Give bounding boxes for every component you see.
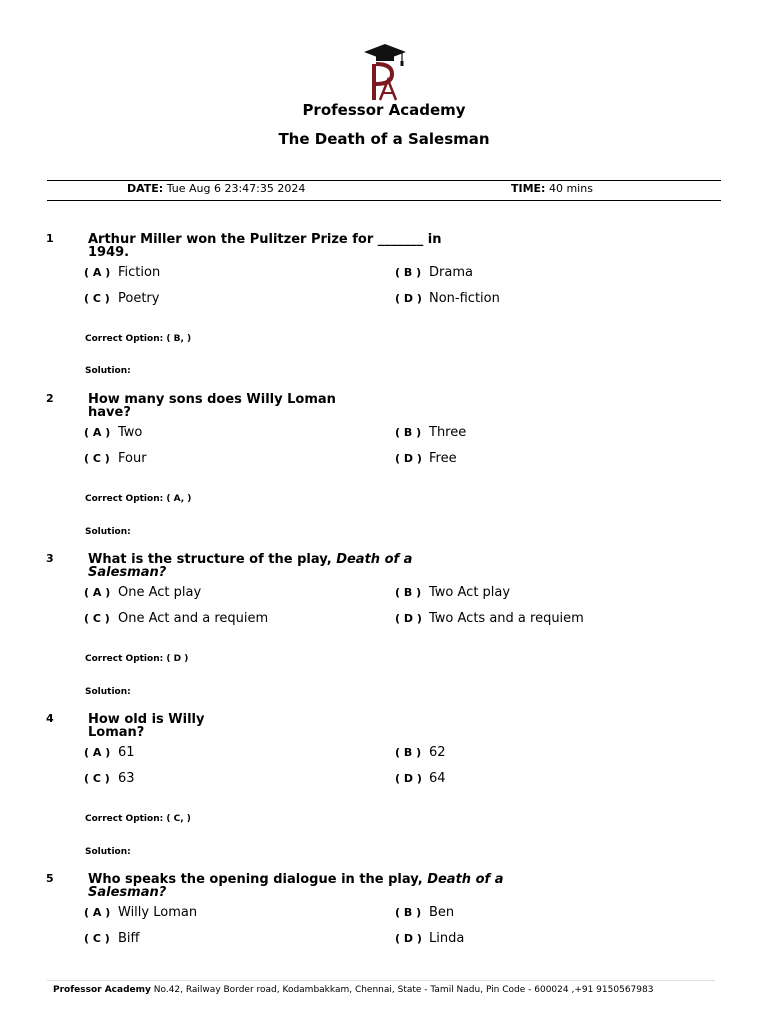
option-label: ( B ) [395, 266, 422, 279]
time-label: TIME: [511, 182, 546, 195]
option-text: Two Act play [429, 585, 511, 600]
option-d[interactable] [395, 451, 457, 466]
option-label: ( A ) [84, 746, 111, 759]
footer-divider [47, 980, 715, 981]
option-label: ( A ) [84, 586, 111, 599]
option-label: ( B ) [395, 426, 422, 439]
option-a[interactable] [84, 265, 160, 280]
option-text: Linda [429, 931, 465, 946]
option-label: ( C ) [84, 612, 110, 625]
option-text: Non-fiction [429, 291, 500, 306]
footer [53, 985, 653, 995]
option-text: Willy Loman [118, 905, 198, 920]
option-text: Fiction [118, 265, 161, 280]
question-text [88, 553, 412, 579]
option-text: 61 [118, 745, 135, 760]
option-label: ( C ) [84, 932, 110, 945]
option-b[interactable] [395, 425, 466, 440]
question-number: 1 [46, 232, 54, 245]
option-label: ( C ) [84, 772, 110, 785]
date-info [127, 182, 305, 195]
correct-option: Correct Option: ( D ) [85, 654, 189, 664]
question-line-1: How many sons does Willy Loman [88, 392, 336, 407]
question-line-1-italic: Death of a [427, 872, 504, 887]
option-c[interactable] [84, 771, 135, 786]
option-label: ( D ) [395, 612, 422, 625]
solution-label: Solution: [85, 366, 131, 376]
question-line-2-italic: Salesman? [88, 565, 167, 580]
correct-option: Correct Option: ( A, ) [85, 494, 192, 504]
option-b[interactable] [395, 905, 454, 920]
question-line-2-italic: Salesman? [88, 885, 167, 900]
option-label: ( B ) [395, 746, 422, 759]
question-line-1: Who speaks the opening dialogue in the play, [88, 872, 423, 887]
footer-address: No.42, Railway Border road, Kodambakkam, Chennai, State - Tamil Nadu, Pin Code - 600024 ,+91 9150567983 [153, 985, 654, 995]
solution-label: Solution: [85, 527, 131, 537]
question-line-2: 1949. [88, 245, 130, 260]
footer-brand: Professor Academy [53, 985, 151, 995]
option-label: ( A ) [84, 426, 111, 439]
option-d[interactable] [395, 611, 584, 626]
option-text: One Act play [118, 585, 202, 600]
option-text: Two [118, 425, 143, 440]
option-label: ( C ) [84, 292, 110, 305]
option-a[interactable] [84, 905, 197, 920]
option-b[interactable] [395, 585, 510, 600]
question-text [88, 233, 442, 259]
option-c[interactable] [84, 291, 159, 306]
date-label: DATE: [127, 182, 164, 195]
option-text: 64 [429, 771, 446, 786]
option-text: Poetry [118, 291, 160, 306]
option-d[interactable] [395, 291, 500, 306]
question-number: 2 [46, 392, 54, 405]
option-label: ( D ) [395, 932, 422, 945]
option-d[interactable] [395, 931, 464, 946]
option-label: ( B ) [395, 906, 422, 919]
header-top-divider [47, 180, 721, 181]
option-text: Biff [118, 931, 140, 946]
option-b[interactable] [395, 745, 446, 760]
question-text [88, 713, 204, 739]
option-a[interactable] [84, 745, 135, 760]
option-text: Two Acts and a requiem [429, 611, 584, 626]
solution-label: Solution: [85, 847, 131, 857]
option-text: Three [429, 425, 467, 440]
option-a[interactable] [84, 425, 142, 440]
correct-option: Correct Option: ( B, ) [85, 334, 192, 344]
option-text: 63 [118, 771, 135, 786]
organization-name: Professor Academy [302, 101, 466, 119]
header-bottom-divider [47, 200, 721, 201]
question-text [88, 393, 336, 419]
time-value: 40 mins [548, 182, 593, 195]
option-b[interactable] [395, 265, 473, 280]
option-c[interactable] [84, 611, 268, 626]
question-line-1: Arthur Miller won the Pulitzer Prize for _______ in [88, 232, 442, 247]
option-a[interactable] [84, 585, 201, 600]
option-text: 62 [429, 745, 446, 760]
time-info [511, 182, 593, 195]
option-text: Four [118, 451, 147, 466]
option-label: ( B ) [395, 586, 422, 599]
solution-label: Solution: [85, 687, 131, 697]
option-d[interactable] [395, 771, 446, 786]
option-text: One Act and a requiem [118, 611, 269, 626]
option-c[interactable] [84, 451, 147, 466]
option-text: Free [429, 451, 457, 466]
professor-academy-logo-icon [362, 42, 408, 104]
correct-option: Correct Option: ( C, ) [85, 814, 191, 824]
option-text: Drama [429, 265, 473, 280]
question-line-2: Loman? [88, 725, 145, 740]
date-value: Tue Aug 6 23:47:35 2024 [166, 182, 306, 195]
question-number: 4 [46, 712, 54, 725]
option-c[interactable] [84, 931, 140, 946]
question-number: 5 [46, 872, 54, 885]
question-line-1: How old is Willy [88, 712, 205, 727]
question-line-1: What is the structure of the play, [88, 552, 332, 567]
question-number: 3 [46, 552, 54, 565]
option-label: ( D ) [395, 452, 422, 465]
option-label: ( D ) [395, 772, 422, 785]
option-label: ( D ) [395, 292, 422, 305]
option-label: ( A ) [84, 266, 111, 279]
question-text [88, 873, 503, 899]
question-line-1-italic: Death of a [336, 552, 413, 567]
option-label: ( C ) [84, 452, 110, 465]
option-text: Ben [429, 905, 455, 920]
page-title: The Death of a Salesman [278, 130, 490, 148]
question-line-2: have? [88, 405, 131, 420]
option-label: ( A ) [84, 906, 111, 919]
